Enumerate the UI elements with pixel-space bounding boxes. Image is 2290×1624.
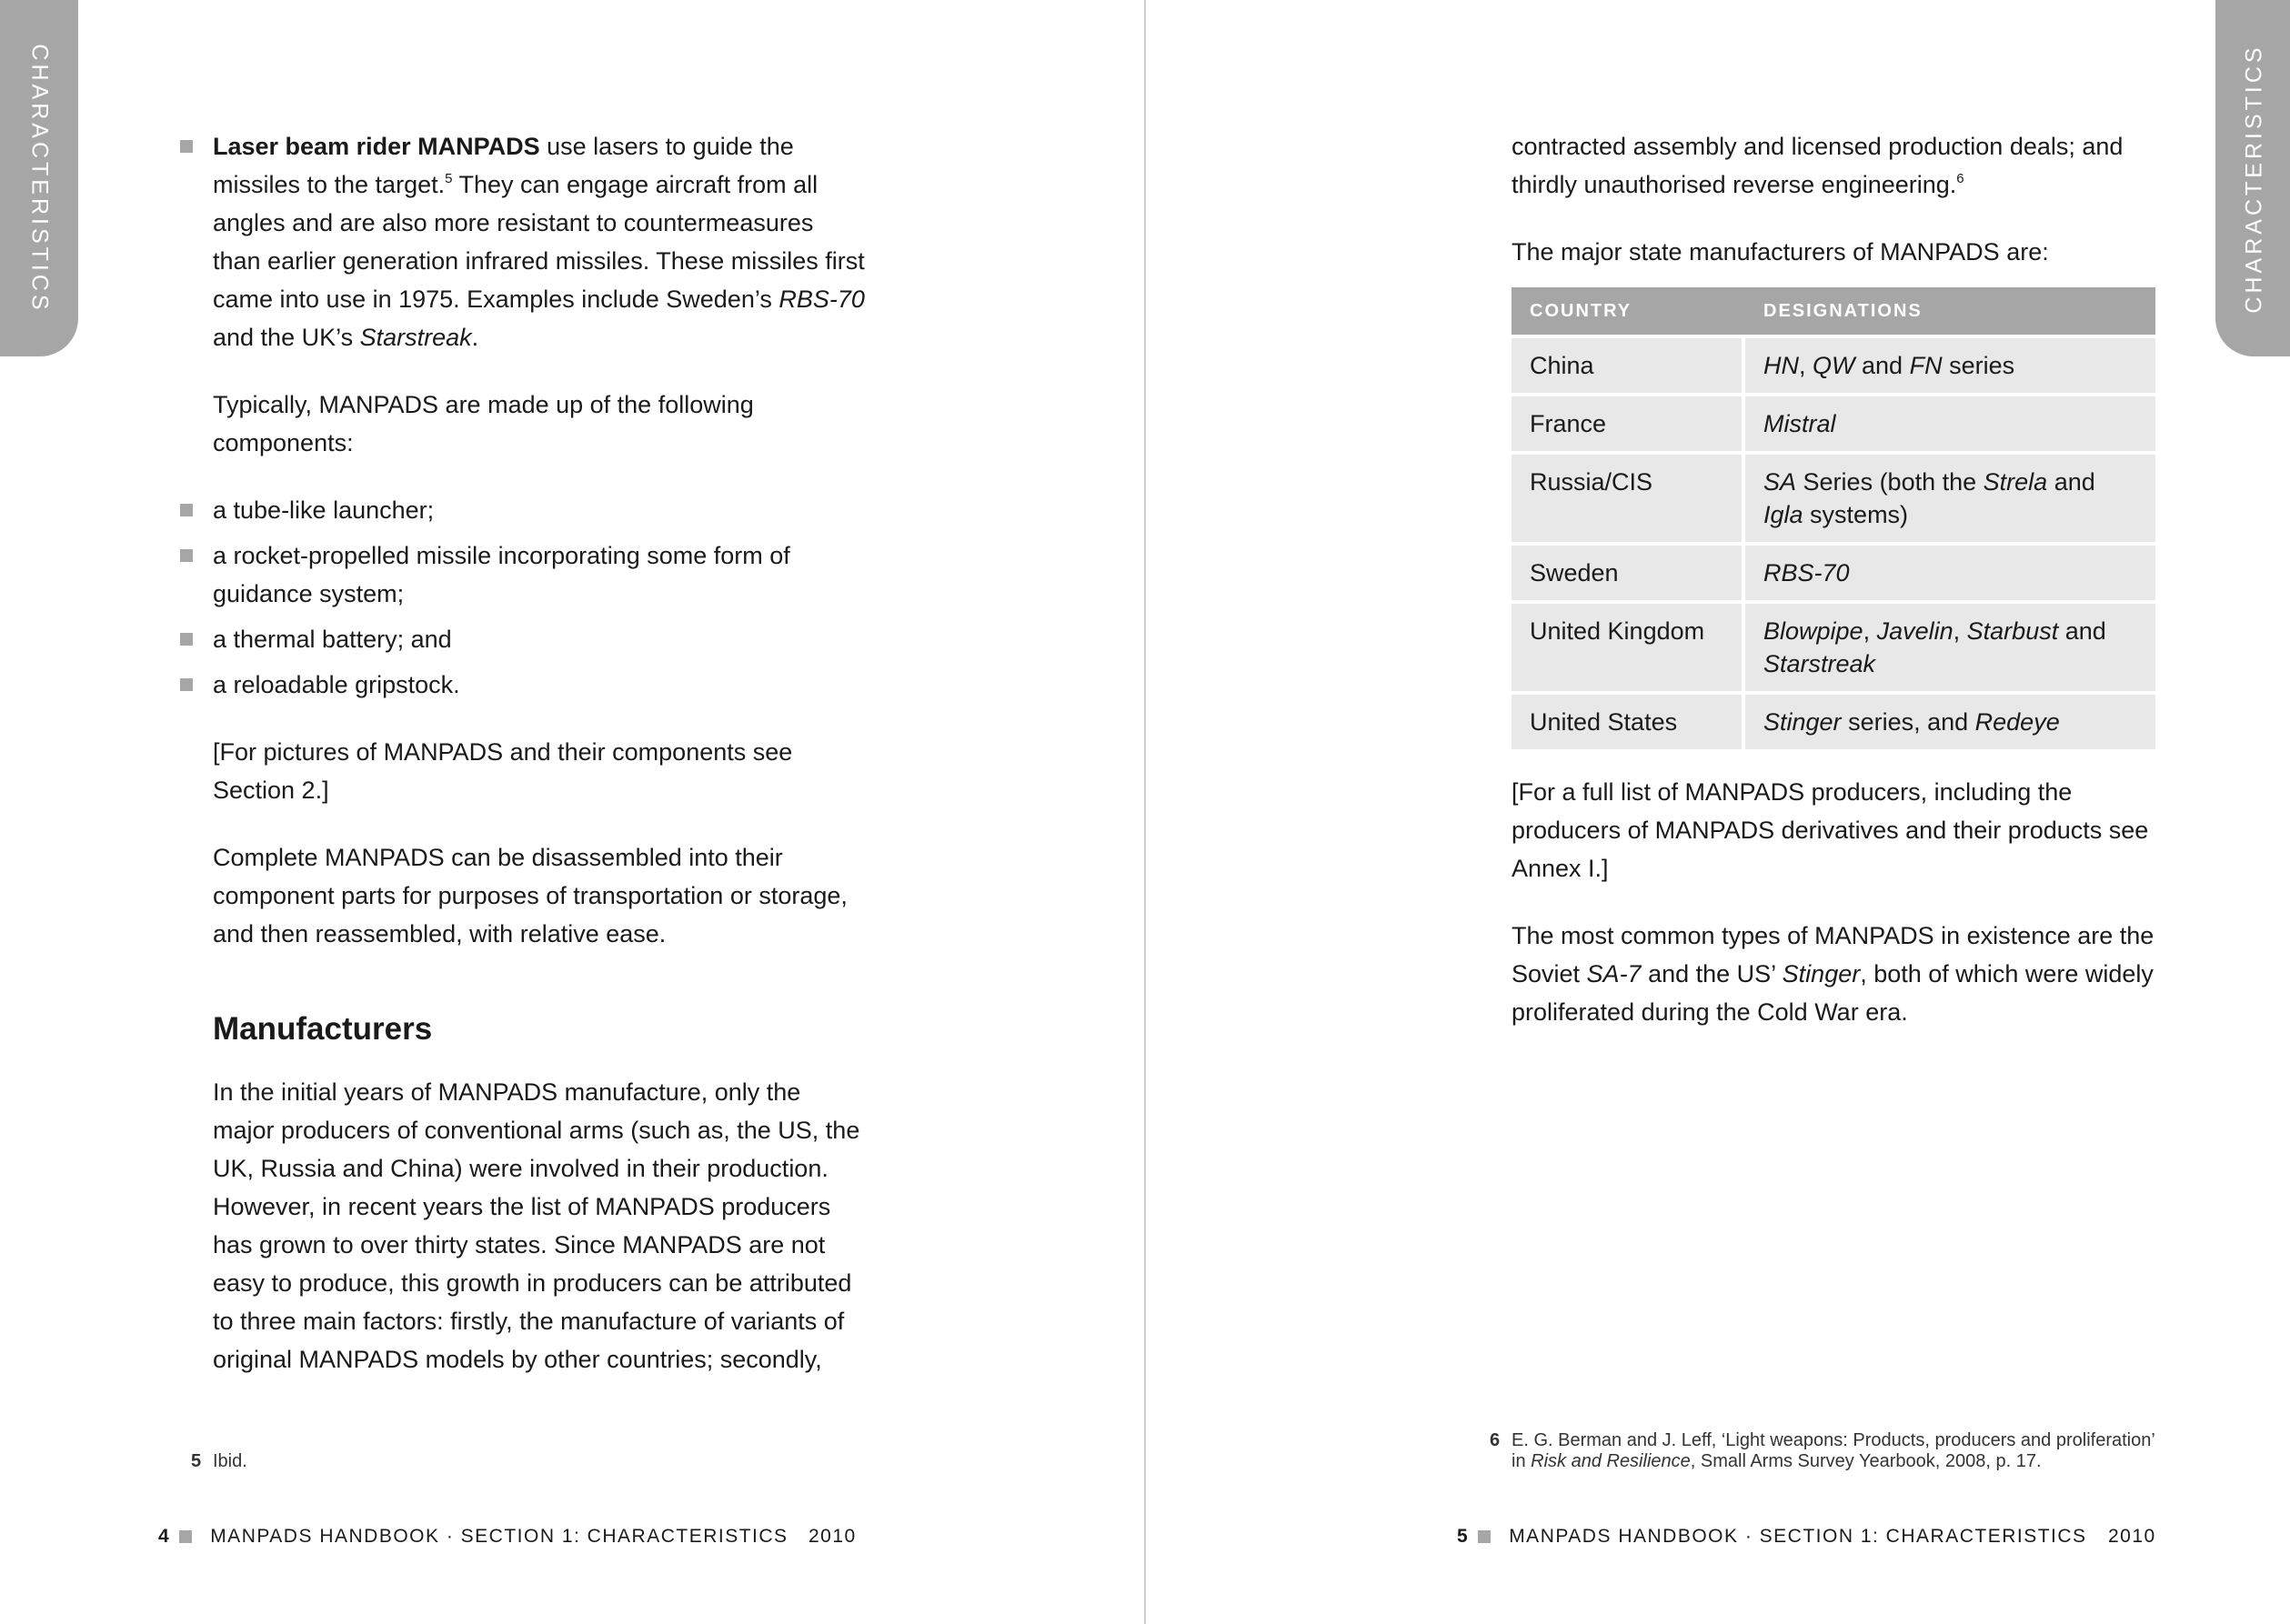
designation-text: systems)	[1803, 501, 1909, 528]
table-intro: The major state manufacturers of MANPADS are:	[1512, 238, 2049, 266]
designation-italic: Redeye	[1974, 708, 2060, 736]
footer-year-left	[809, 1526, 857, 1548]
designations-cell	[1745, 455, 2155, 542]
country-cell: Sweden	[1512, 546, 1745, 600]
designation-italic: Igla	[1763, 501, 1803, 528]
country-cell: United Kingdom	[1512, 604, 1745, 691]
common-italic-sa7: SA-7	[1586, 960, 1642, 987]
footnote-5	[191, 1451, 849, 1472]
table-row	[1512, 338, 2155, 393]
designations-cell	[1745, 604, 2155, 691]
designations-cell	[1745, 695, 2155, 749]
manufacturers-heading: Manufacturers	[213, 1011, 433, 1047]
footnote-italic: Risk and Resilience	[1531, 1451, 1691, 1471]
laser-text-d: .	[471, 324, 479, 351]
table-row	[1512, 695, 2155, 749]
components-list	[213, 491, 868, 704]
country-cell: France	[1512, 396, 1745, 451]
designations-cell	[1745, 396, 2155, 451]
page-number: 5	[1457, 1526, 1470, 1547]
manufacturers-paragraph: In the initial years of MANPADS manufacture, only the major producers of conventional arms (such as, the US, the UK, Russia and China) were involved in their production. However, in recent years the list of MANPADS producers has grown to over thirty states. Since MANPADS are not easy to produce, this growth in producers can be attributed to three main factors: firstly, the manufacture of variants of original MANPADS models by other countries; secondly,	[213, 1078, 860, 1373]
designation-italic: FN	[1909, 352, 1943, 379]
designation-text: series, and	[1841, 708, 1975, 736]
page-footer-left	[158, 1526, 788, 1548]
pictures-note: [For pictures of MANPADS and their components see Section 2.]	[213, 738, 793, 804]
header-designations: DESIGNATIONS	[1745, 287, 2155, 335]
footnote-6	[1490, 1430, 2166, 1472]
common-italic-stinger: Stinger	[1782, 960, 1861, 987]
component-item: a rocket-propelled missile incorporating some form of guidance system;	[213, 536, 868, 613]
footnote-text-a: E. G. Berman and J. Leff, ‘Light weapons: Products, producers and proliferation’ in	[1512, 1430, 2155, 1471]
component-item: a thermal battery; and	[213, 620, 868, 658]
table-row	[1512, 396, 2155, 451]
footer-square-icon	[179, 1530, 192, 1543]
designation-italic: Javelin	[1876, 617, 1954, 645]
table-header-row	[1512, 287, 2155, 335]
left-page	[0, 0, 1144, 1624]
footer-title: MANPADS HANDBOOK · SECTION 1: CHARACTERISTICS	[1509, 1526, 2087, 1547]
designation-italic: Strela	[1983, 468, 2048, 496]
laser-text-c: and the UK’s	[213, 324, 360, 351]
footnote-number: 5	[191, 1451, 202, 1471]
designation-italic: QW	[1813, 352, 1855, 379]
laser-italic-starstreak: Starstreak	[359, 324, 472, 351]
page-number: 4	[158, 1526, 171, 1547]
designation-italic: Blowpipe	[1763, 617, 1863, 645]
components-intro: Typically, MANPADS are made up of the following components:	[213, 391, 754, 456]
designation-text: and	[2047, 468, 2095, 496]
designation-text: ,	[1799, 352, 1813, 379]
laser-text-b: They can engage aircraft from all angles and are also more resistant to countermeasures than earlier generation infrared missiles. These missiles first came into use in 1975. Examples include Sweden’s	[213, 171, 865, 313]
designation-italic: SA	[1763, 468, 1797, 496]
designation-text: and	[1854, 352, 1910, 379]
component-item: a reloadable gripstock.	[213, 666, 868, 704]
footnote-ref-6: 6	[1956, 171, 1964, 186]
designation-italic: RBS-70	[1763, 559, 1850, 586]
table-row	[1512, 604, 2155, 691]
side-tab-label: CHARACTERISTICS	[26, 43, 53, 314]
section-side-tab	[0, 0, 78, 356]
common-text-a: The most common types of MANPADS in existence are the Soviet	[1512, 922, 2154, 987]
designation-text: and	[2058, 617, 2106, 645]
full-list-note: [For a full list of MANPADS producers, including the producers of MANPADS derivatives and their products see Annex I.]	[1512, 778, 2149, 882]
side-tab-label: CHARACTERISTICS	[2241, 43, 2267, 314]
footer-year-right	[2108, 1526, 2156, 1548]
laser-text-a: use lasers to guide the missiles to the target.	[213, 133, 794, 198]
right-text-column	[1512, 127, 2166, 1060]
common-text-b: and the US’	[1641, 960, 1783, 987]
designation-italic: Stinger	[1763, 708, 1842, 736]
common-text-c: , both of which were widely proliferated during the Cold War era.	[1512, 960, 2154, 1026]
designations-cell	[1745, 546, 2155, 600]
continuation-paragraph	[1512, 127, 2166, 204]
left-text-column	[213, 127, 868, 1378]
table-row	[1512, 455, 2155, 542]
footer-title: MANPADS HANDBOOK · SECTION 1: CHARACTERISTICS	[210, 1526, 788, 1547]
footnote-text-b: , Small Arms Survey Yearbook, 2008, p. 17.	[1690, 1451, 2042, 1471]
country-cell: United States	[1512, 695, 1745, 749]
footer-square-icon	[1478, 1530, 1491, 1543]
footer-year: 2010	[809, 1526, 857, 1547]
footer-year: 2010	[2108, 1526, 2156, 1547]
laser-italic-rbs70: RBS-70	[778, 286, 865, 313]
footnote-number: 6	[1490, 1430, 1501, 1450]
component-item: a tube-like launcher;	[213, 491, 868, 529]
laser-beam-rider-bullet	[213, 127, 868, 356]
country-cell: Russia/CIS	[1512, 455, 1745, 542]
table-body	[1512, 338, 2155, 749]
designation-italic: Mistral	[1763, 410, 1836, 437]
header-country: COUNTRY	[1512, 287, 1745, 335]
manufacturers-table	[1512, 284, 2155, 753]
designations-cell	[1745, 338, 2155, 393]
disassembly-paragraph: Complete MANPADS can be disassembled into their component parts for purposes of transportation or storage, and then reassembled, with relative ease.	[213, 844, 848, 947]
footnote-ref-5: 5	[445, 171, 453, 186]
designation-text: ,	[1863, 617, 1877, 645]
designation-text: Series (both the	[1796, 468, 1984, 496]
laser-bullet-lead: Laser beam rider MANPADS	[213, 133, 540, 160]
right-page	[1146, 0, 2290, 1624]
designation-text: series	[1942, 352, 2015, 379]
page-footer-right	[1457, 1526, 2087, 1548]
continuation-text: contracted assembly and licensed production deals; and thirdly unauthorised reverse engineering.	[1512, 133, 2124, 198]
designation-italic: Starbust	[1966, 617, 2059, 645]
designation-italic: Starstreak	[1763, 650, 1876, 677]
section-side-tab	[2215, 0, 2290, 356]
designation-text: ,	[1953, 617, 1967, 645]
table-row	[1512, 546, 2155, 600]
footnote-text: Ibid.	[213, 1451, 247, 1471]
common-types-paragraph	[1512, 917, 2166, 1031]
designation-italic: HN	[1763, 352, 1799, 379]
country-cell: China	[1512, 338, 1745, 393]
